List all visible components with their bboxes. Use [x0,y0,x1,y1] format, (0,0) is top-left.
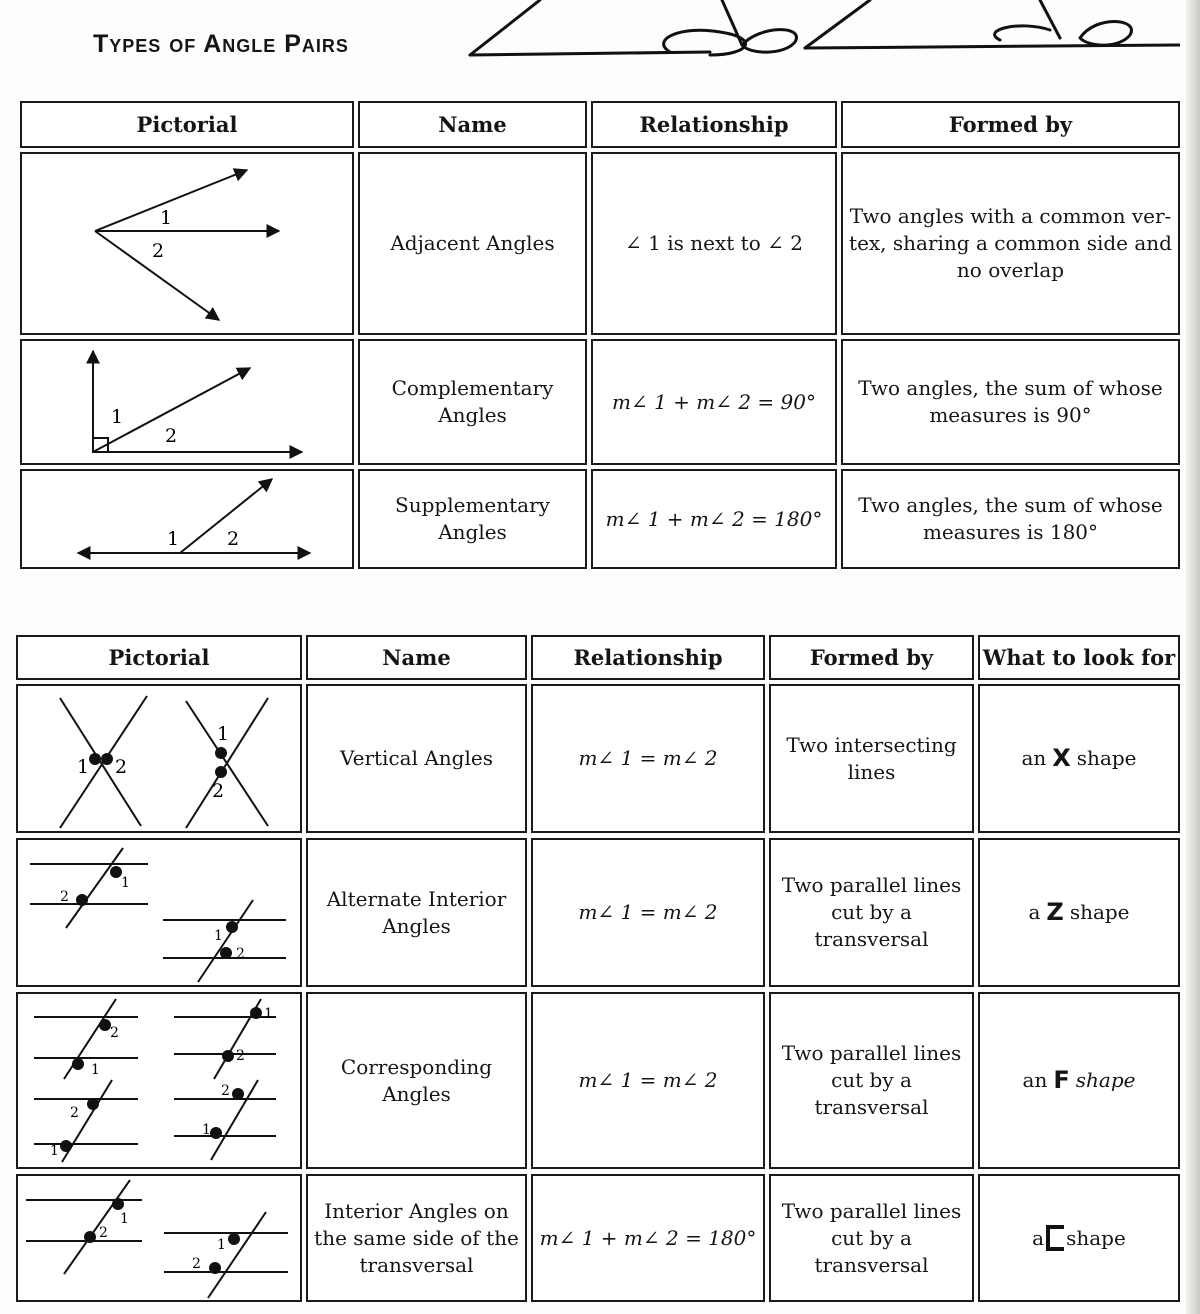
alternate-interior-angles-relationship: m∠ 1 = m∠ 2 [531,838,765,987]
alt-look-suffix: shape [1069,900,1130,924]
vertical-label-2b: 2 [212,780,225,802]
adjacent-angles-formed-by: Two angles with a common ver-tex, sharing a common side and no overlap [841,152,1180,335]
ss-label-1a: 1 [120,1211,129,1227]
supplementary-angles-diagram [20,469,354,569]
page-edge [1186,0,1200,1314]
adjacent-label-1: 1 [160,207,173,229]
t2-header-relationship: Relationship [531,635,765,680]
same-side-interior-angles-look-for [978,1174,1180,1302]
complementary-angles-diagram [20,339,354,465]
alt-label-2b: 2 [236,946,245,962]
adjacent-angles-diagram [20,152,354,335]
corresponding-angles-name: Corresponding Angles [306,992,527,1169]
same-side-interior-angles-relationship: m∠ 1 + m∠ 2 = 180° [531,1174,765,1302]
ss-label-2b: 2 [192,1256,201,1272]
vertical-label-2a: 2 [115,756,128,778]
supplementary-angles-relationship: m∠ 1 + m∠ 2 = 180° [591,469,837,569]
supplementary-angles-formed-by: Two angles, the sum of whose measures is 180° [841,469,1180,569]
corr-label-2d: 2 [221,1083,230,1099]
supplementary-label-1: 1 [167,528,180,550]
complementary-label-2: 2 [165,425,178,447]
same-side-interior-angles-name: Interior Angles on the same side of the transversal [306,1174,527,1302]
corr-label-2c: 2 [236,1048,245,1064]
ss-look-suffix: shape [1066,1225,1126,1250]
alt-label-1a: 1 [121,875,130,891]
ss-look-prefix: a [1032,1225,1045,1250]
adjacent-angles-name: Adjacent Angles [358,152,587,335]
complementary-angles-formed-by: Two angles, the sum of whose measures is 90° [841,339,1180,465]
page-title: Types of Angle Pairs [93,30,349,58]
corr-look-suffix: shape [1075,1068,1136,1092]
supplementary-label-2: 2 [227,528,240,550]
ss-label-1b: 1 [217,1237,226,1253]
t1-header-pictorial: Pictorial [20,101,354,148]
t1-header-name: Name [358,101,587,148]
alternate-interior-angles-diagram [16,838,302,987]
vertical-angles-name: Vertical Angles [306,684,527,833]
corr-label-1d: 1 [202,1122,211,1138]
vertical-look-prefix: an [1021,746,1047,770]
corr-label-1b: 1 [50,1143,59,1159]
adjacent-angles-relationship: ∠ 1 is next to ∠ 2 [591,152,837,335]
supplementary-angles-name: Supplementary Angles [358,469,587,569]
alternate-interior-angles-formed-by: Two parallel lines cut by a transversal [769,838,974,987]
vertical-angles-relationship: m∠ 1 = m∠ 2 [531,684,765,833]
t2-header-formed-by: Formed by [769,635,974,680]
corresponding-angles-diagram [16,992,302,1169]
vertical-look-suffix: shape [1076,746,1137,770]
alt-label-1b: 1 [214,928,223,944]
z-shape-icon: Z [1046,898,1064,926]
f-shape-icon: F [1053,1066,1070,1094]
complementary-angles-name: Complementary Angles [358,339,587,465]
vertical-angles-diagram [16,684,302,833]
same-side-interior-angles-formed-by: Two parallel lines cut by a transversal [769,1174,974,1302]
corresponding-angles-relationship: m∠ 1 = m∠ 2 [531,992,765,1169]
alternate-interior-angles-look-for [978,838,1180,987]
c-shape-icon [1046,1225,1064,1251]
corr-label-2a: 2 [110,1025,119,1041]
vertical-angles-look-for [978,684,1180,833]
alt-look-prefix: a [1028,900,1041,924]
t2-header-what-to-look-for: What to look for [978,635,1180,680]
alt-label-2a: 2 [60,889,69,905]
ss-label-2a: 2 [99,1225,108,1241]
corr-label-1c: 1 [264,1006,273,1022]
t1-header-relationship: Relationship [591,101,837,148]
corr-label-1a: 1 [91,1062,100,1078]
x-shape-icon: X [1052,744,1071,772]
corresponding-angles-look-for [978,992,1180,1169]
corr-label-2b: 2 [70,1105,79,1121]
decorative-drawing [460,0,1180,70]
corresponding-angles-formed-by: Two parallel lines cut by a transversal [769,992,974,1169]
same-side-interior-angles-diagram [16,1174,302,1302]
corr-look-prefix: an [1022,1068,1048,1092]
vertical-label-1b: 1 [217,723,230,745]
complementary-label-1: 1 [111,406,124,428]
t2-header-name: Name [306,635,527,680]
t1-header-formed-by: Formed by [841,101,1180,148]
adjacent-label-2: 2 [152,240,165,262]
alternate-interior-angles-name: Alternate Interior Angles [306,838,527,987]
vertical-angles-formed-by: Two intersecting lines [769,684,974,833]
complementary-angles-relationship: m∠ 1 + m∠ 2 = 90° [591,339,837,465]
vertical-label-1a: 1 [77,756,90,778]
t2-header-pictorial: Pictorial [16,635,302,680]
